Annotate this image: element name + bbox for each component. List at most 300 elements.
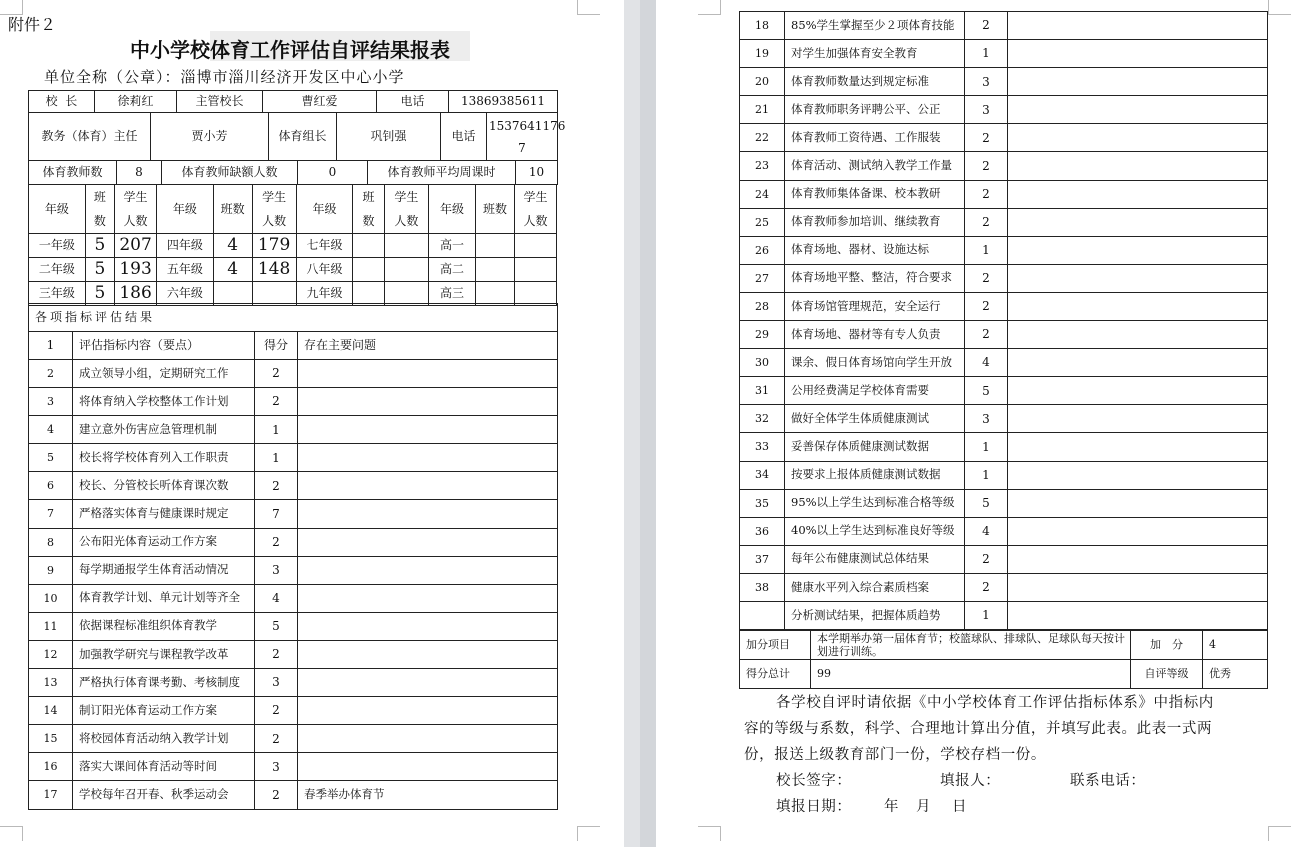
indicator-score: 5 bbox=[965, 489, 1008, 517]
indicator-number: 25 bbox=[740, 208, 785, 236]
indicator-score: 5 bbox=[255, 612, 298, 640]
indicator-content: 严格执行体育课考勤、考核制度 bbox=[73, 669, 255, 697]
indicator-number: 35 bbox=[740, 489, 785, 517]
students-header-bottom: 人数 bbox=[262, 214, 287, 228]
grade-name: 三年级 bbox=[29, 282, 86, 306]
indicator-issue bbox=[1008, 124, 1268, 152]
grade-name: 高三 bbox=[428, 282, 475, 306]
students-header-bottom: 人数 bbox=[123, 214, 148, 228]
indicator-row bbox=[740, 292, 1268, 320]
class-count bbox=[353, 258, 384, 282]
indicator-issue bbox=[298, 388, 558, 416]
class-count-col-header bbox=[353, 185, 384, 234]
indicator-number: 22 bbox=[740, 124, 785, 152]
class-count bbox=[476, 234, 515, 258]
indicator-number: 8 bbox=[29, 528, 73, 556]
crop-mark bbox=[698, 0, 721, 15]
indicator-number: 13 bbox=[29, 669, 73, 697]
class-count: 5 bbox=[85, 258, 114, 282]
bonus-add-value: 4 bbox=[1203, 631, 1268, 660]
indicator-content: 体育教师参加培训、继续教育 bbox=[785, 208, 965, 236]
student-count: 186 bbox=[115, 282, 157, 306]
indicator-content: 依据课程标准组织体育教学 bbox=[73, 612, 255, 640]
indicator-score: 3 bbox=[255, 669, 298, 697]
indicator-row bbox=[29, 472, 558, 500]
indicator-content: 做好全体学生体质健康测试 bbox=[785, 405, 965, 433]
indicator-content: 将体育纳入学校整体工作计划 bbox=[73, 388, 255, 416]
indicator-number: 3 bbox=[29, 388, 73, 416]
indicator-content: 健康水平列入综合素质档案 bbox=[785, 573, 965, 601]
teacher-count: 8 bbox=[117, 161, 162, 185]
indicator-issue bbox=[1008, 236, 1268, 264]
indicator-number: 12 bbox=[29, 640, 73, 668]
issues-header: 存在主要问题 bbox=[298, 332, 558, 360]
indicator-number: 6 bbox=[29, 472, 73, 500]
indicator-number: 4 bbox=[29, 416, 73, 444]
indicator-number: 26 bbox=[740, 236, 785, 264]
indicator-number: 30 bbox=[740, 349, 785, 377]
class-count bbox=[476, 282, 515, 306]
director-label: 教务（体育）主任 bbox=[29, 113, 151, 161]
indicator-content: 校长、分管校长听体育课次数 bbox=[73, 472, 255, 500]
grade-header-row bbox=[29, 185, 557, 234]
indicator-row bbox=[740, 545, 1268, 573]
indicator-rows-page1 bbox=[29, 360, 558, 810]
indicator-number: 33 bbox=[740, 433, 785, 461]
indicator-number: 19 bbox=[740, 40, 785, 68]
student-count-col-header bbox=[252, 185, 296, 234]
indicator-number: 14 bbox=[29, 697, 73, 725]
title-highlight bbox=[210, 31, 470, 61]
students-header-top: 学生 bbox=[394, 190, 419, 204]
indicator-issue bbox=[298, 612, 558, 640]
phone2-line1: 1537641176 bbox=[489, 118, 566, 133]
indicator-content: 落实大课间体育活动等时间 bbox=[73, 753, 255, 781]
fill-date-day: 日 bbox=[952, 799, 968, 815]
indicator-row bbox=[29, 444, 558, 472]
indicator-issue bbox=[1008, 152, 1268, 180]
indicator-score: 2 bbox=[965, 152, 1008, 180]
indicator-number: 23 bbox=[740, 152, 785, 180]
attachment-label: 附件２ bbox=[8, 15, 57, 34]
class-header-bottom: 数 bbox=[362, 214, 375, 228]
indicator-score: 3 bbox=[255, 753, 298, 781]
total-row bbox=[740, 660, 1268, 689]
indicator-content: 95%以上学生达到标准合格等级 bbox=[785, 489, 965, 517]
indicator-content: 体育活动、测试纳入教学工作量 bbox=[785, 152, 965, 180]
indicator-number: 9 bbox=[29, 556, 73, 584]
student-count: 207 bbox=[115, 234, 157, 258]
indicator-score: 4 bbox=[255, 584, 298, 612]
indicator-score: 2 bbox=[965, 180, 1008, 208]
indicator-score: 2 bbox=[255, 388, 298, 416]
teacher-stats-table bbox=[28, 160, 558, 185]
indicator-content: 体育教师工资待遇、工作服装 bbox=[785, 124, 965, 152]
indicator-number: 7 bbox=[29, 500, 73, 528]
bonus-total-table bbox=[739, 630, 1268, 689]
indicator-score: 1 bbox=[255, 416, 298, 444]
grade-col-header: 年级 bbox=[29, 185, 86, 234]
unit-label: 单位全称（公章）： bbox=[44, 68, 181, 86]
indicator-row bbox=[29, 753, 558, 781]
phone2-number bbox=[487, 113, 566, 161]
student-count: 179 bbox=[252, 234, 296, 258]
indicator-row bbox=[740, 180, 1268, 208]
crop-mark bbox=[577, 0, 600, 15]
indicator-number: 5 bbox=[29, 444, 73, 472]
note-line-3: 份，报送上级教育部门一份，学校存档一份。 bbox=[744, 747, 1046, 763]
indicator-row bbox=[29, 640, 558, 668]
indicator-number: 21 bbox=[740, 96, 785, 124]
indicator-row bbox=[740, 601, 1268, 629]
grade-row bbox=[29, 258, 557, 282]
student-count bbox=[514, 258, 556, 282]
indicator-issue bbox=[1008, 12, 1268, 40]
indicator-issue bbox=[1008, 321, 1268, 349]
indicator-issue bbox=[1008, 264, 1268, 292]
indicator-row bbox=[29, 556, 558, 584]
grade-name: 二年级 bbox=[29, 258, 86, 282]
indicator-content: 妥善保存体质健康测试数据 bbox=[785, 433, 965, 461]
indicator-number: 27 bbox=[740, 264, 785, 292]
grade-name: 高二 bbox=[428, 258, 475, 282]
grade-col-header: 年级 bbox=[296, 185, 353, 234]
indicator-content: 按要求上报体质健康测试数据 bbox=[785, 461, 965, 489]
indicator-issue bbox=[298, 669, 558, 697]
indicator-content: 体育场馆管理规范，安全运行 bbox=[785, 292, 965, 320]
class-count bbox=[353, 282, 384, 306]
document-title bbox=[130, 34, 450, 63]
class-count: 5 bbox=[85, 234, 114, 258]
indicator-number: 10 bbox=[29, 584, 73, 612]
indicator-issue bbox=[1008, 517, 1268, 545]
indicator-issue bbox=[1008, 601, 1268, 629]
indicator-row bbox=[740, 321, 1268, 349]
indicator-score: 1 bbox=[255, 444, 298, 472]
indicator-issue bbox=[1008, 40, 1268, 68]
crop-mark bbox=[1268, 0, 1291, 15]
indicator-row bbox=[740, 12, 1268, 40]
indicator-header-row bbox=[29, 332, 558, 360]
teacher-avg-hours-label: 体育教师平均周课时 bbox=[368, 161, 516, 185]
staff-info-table bbox=[28, 90, 558, 113]
class-header-top: 班 bbox=[362, 190, 375, 204]
grade-name: 七年级 bbox=[296, 234, 353, 258]
indicator-score: 2 bbox=[965, 124, 1008, 152]
results-section-label: 各项指标评估结果 bbox=[29, 304, 558, 332]
indicator-score: 5 bbox=[965, 377, 1008, 405]
class-header-top: 班 bbox=[93, 190, 106, 204]
phone-number: 13869385611 bbox=[449, 91, 558, 113]
indicator-score: 1 bbox=[965, 433, 1008, 461]
student-count bbox=[384, 282, 428, 306]
indicator-content-header: 评估指标内容（要点） bbox=[73, 332, 255, 360]
indicator-number: 28 bbox=[740, 292, 785, 320]
indicator-row bbox=[29, 725, 558, 753]
grade-name: 六年级 bbox=[157, 282, 214, 306]
student-count bbox=[514, 282, 556, 306]
student-count bbox=[384, 258, 428, 282]
indicator-row bbox=[29, 528, 558, 556]
indicator-issue: 春季举办体育节 bbox=[298, 781, 558, 809]
indicator-content: 体育场地、器材、设施达标 bbox=[785, 236, 965, 264]
indicator-score: 1 bbox=[965, 601, 1008, 629]
unit-line bbox=[44, 66, 405, 87]
indicator-score: 2 bbox=[255, 697, 298, 725]
indicator-row bbox=[740, 40, 1268, 68]
crop-mark bbox=[698, 826, 721, 841]
class-count bbox=[353, 234, 384, 258]
indicator-score: 2 bbox=[965, 292, 1008, 320]
indicator-row bbox=[740, 349, 1268, 377]
indicator-row bbox=[740, 461, 1268, 489]
indicator-row bbox=[29, 388, 558, 416]
total-value: 99 bbox=[811, 660, 1131, 689]
note-line-2: 容的等级与系数，科学、合理地计算出分值，并填写此表。此表一式两 bbox=[744, 721, 1213, 737]
indicator-score: 2 bbox=[255, 781, 298, 809]
indicator-score: 1 bbox=[965, 461, 1008, 489]
indicator-row bbox=[29, 500, 558, 528]
students-header-top: 学生 bbox=[523, 190, 548, 204]
grade-name: 九年级 bbox=[296, 282, 353, 306]
phone-label: 电话 bbox=[377, 91, 449, 113]
fill-date-year: 年 bbox=[884, 799, 900, 815]
contact-phone-label: 联系电话： bbox=[1070, 773, 1146, 789]
indicator-row bbox=[740, 405, 1268, 433]
indicator-content: 体育场地平整、整洁，符合要求 bbox=[785, 264, 965, 292]
indicator-content: 将校园体育活动纳入教学计划 bbox=[73, 725, 255, 753]
indicator-score: 4 bbox=[965, 517, 1008, 545]
indicator-row bbox=[740, 433, 1268, 461]
indicator-content: 公用经费满足学校体育需要 bbox=[785, 377, 965, 405]
indicator-issue bbox=[298, 500, 558, 528]
grade-name: 高一 bbox=[428, 234, 475, 258]
indicator-row bbox=[29, 697, 558, 725]
self-grade-label: 自评等级 bbox=[1131, 660, 1203, 689]
student-count-col-header bbox=[384, 185, 428, 234]
crop-mark bbox=[577, 826, 600, 841]
indicator-content: 体育场地、器材等有专人负责 bbox=[785, 321, 965, 349]
indicator-row bbox=[740, 236, 1268, 264]
indicator-content: 严格落实体育与健康课时规定 bbox=[73, 500, 255, 528]
indicator-score: 1 bbox=[965, 236, 1008, 264]
indicator-score: 3 bbox=[965, 68, 1008, 96]
indicator-content: 对学生加强体育安全教育 bbox=[785, 40, 965, 68]
indicator-content: 学校每年召开春、秋季运动会 bbox=[73, 781, 255, 809]
indicator-issue bbox=[1008, 405, 1268, 433]
indicator-issue bbox=[1008, 349, 1268, 377]
indicator-number: 11 bbox=[29, 612, 73, 640]
indicator-content: 体育教学计划、单元计划等齐全 bbox=[73, 584, 255, 612]
indicator-issue bbox=[298, 725, 558, 753]
grade-enrollment-table bbox=[28, 184, 557, 306]
indicator-issue bbox=[1008, 461, 1268, 489]
crop-mark bbox=[1268, 826, 1291, 841]
indicator-row bbox=[29, 781, 558, 809]
indicator-row bbox=[740, 377, 1268, 405]
indicator-score: 3 bbox=[965, 405, 1008, 433]
indicator-score: 2 bbox=[255, 472, 298, 500]
indicator-score: 7 bbox=[255, 500, 298, 528]
indicator-issue bbox=[1008, 433, 1268, 461]
indicator-number: 34 bbox=[740, 461, 785, 489]
director-info-table bbox=[28, 112, 566, 161]
phone2-label: 电话 bbox=[441, 113, 487, 161]
indicator-number: 32 bbox=[740, 405, 785, 433]
indicator-issue bbox=[298, 444, 558, 472]
grade-rows bbox=[29, 234, 557, 306]
indicator-score: 2 bbox=[965, 573, 1008, 601]
indicator-row bbox=[740, 152, 1268, 180]
indicator-row bbox=[29, 416, 558, 444]
indicator-issue bbox=[298, 416, 558, 444]
indicator-score: 2 bbox=[255, 725, 298, 753]
grade-name: 八年级 bbox=[296, 258, 353, 282]
indicator-content: 每学期通报学生体育活动情况 bbox=[73, 556, 255, 584]
teacher-count-label: 体育教师数 bbox=[29, 161, 117, 185]
indicator-number: 18 bbox=[740, 12, 785, 40]
class-count bbox=[476, 258, 515, 282]
bonus-description: 本学期举办第一届体育节；校篮球队、排球队、足球队每天按计划进行训练。 bbox=[811, 631, 1131, 660]
indicator-row bbox=[740, 573, 1268, 601]
class-count bbox=[213, 282, 252, 306]
unit-name: 淄博市淄川经济开发区中心小学 bbox=[180, 68, 405, 86]
indicator-row bbox=[29, 360, 558, 388]
indicator-issue bbox=[298, 360, 558, 388]
bonus-row bbox=[740, 631, 1268, 660]
indicator-issue bbox=[298, 753, 558, 781]
indicator-number: 1 bbox=[29, 332, 73, 360]
indicator-score: 1 bbox=[965, 40, 1008, 68]
indicator-issue bbox=[298, 697, 558, 725]
students-header-top: 学生 bbox=[262, 190, 287, 204]
class-count: 4 bbox=[213, 234, 252, 258]
indicator-number: 20 bbox=[740, 68, 785, 96]
grade-row bbox=[29, 282, 557, 306]
indicator-number: 16 bbox=[29, 753, 73, 781]
indicator-row bbox=[740, 517, 1268, 545]
students-header-bottom: 人数 bbox=[394, 214, 419, 228]
teacher-avg-hours: 10 bbox=[516, 161, 558, 185]
indicator-score: 2 bbox=[965, 264, 1008, 292]
class-count: 5 bbox=[85, 282, 114, 306]
indicators-table-page1 bbox=[28, 303, 558, 810]
indicator-issue bbox=[1008, 377, 1268, 405]
document-title-text: 中小学校体育工作评估自评结果报表 bbox=[130, 38, 450, 62]
student-count-col-header bbox=[115, 185, 157, 234]
class-header-bottom: 数 bbox=[93, 214, 106, 228]
indicator-row bbox=[740, 68, 1268, 96]
vice-principal-label: 主管校长 bbox=[177, 91, 263, 113]
indicator-row bbox=[740, 124, 1268, 152]
indicator-issue bbox=[298, 528, 558, 556]
indicator-issue bbox=[1008, 208, 1268, 236]
page-gutter-shadow bbox=[640, 0, 656, 847]
indicator-row bbox=[29, 584, 558, 612]
indicator-number: 15 bbox=[29, 725, 73, 753]
indicator-number: 37 bbox=[740, 545, 785, 573]
page-gutter bbox=[624, 0, 656, 847]
bonus-add-label: 加 分 bbox=[1131, 631, 1203, 660]
indicator-issue bbox=[298, 584, 558, 612]
grade-name: 五年级 bbox=[157, 258, 214, 282]
vice-principal-name: 曹红爱 bbox=[263, 91, 377, 113]
indicator-score: 3 bbox=[255, 556, 298, 584]
indicator-issue bbox=[298, 640, 558, 668]
indicator-number: 24 bbox=[740, 180, 785, 208]
filler-label: 填报人： bbox=[940, 773, 1001, 789]
student-count bbox=[384, 234, 428, 258]
indicator-row bbox=[740, 264, 1268, 292]
class-count-col-header bbox=[85, 185, 114, 234]
indicator-score: 2 bbox=[255, 360, 298, 388]
indicator-row bbox=[740, 96, 1268, 124]
indicator-row bbox=[29, 612, 558, 640]
fill-date-month: 月 bbox=[916, 799, 932, 815]
indicator-number bbox=[740, 601, 785, 629]
indicator-rows-page2 bbox=[740, 12, 1268, 630]
indicator-content: 85%学生掌握至少２项体育技能 bbox=[785, 12, 965, 40]
indicator-content: 校长将学校体育列入工作职责 bbox=[73, 444, 255, 472]
class-count-col-header: 班数 bbox=[213, 185, 252, 234]
indicators-table-page2 bbox=[739, 11, 1268, 630]
student-count: 148 bbox=[252, 258, 296, 282]
grade-col-header: 年级 bbox=[428, 185, 475, 234]
indicator-row bbox=[740, 489, 1268, 517]
indicator-content: 制订阳光体育运动工作方案 bbox=[73, 697, 255, 725]
grade-name: 一年级 bbox=[29, 234, 86, 258]
indicator-score: 2 bbox=[965, 321, 1008, 349]
indicator-row bbox=[740, 208, 1268, 236]
indicator-content: 公布阳光体育运动工作方案 bbox=[73, 528, 255, 556]
indicator-issue bbox=[1008, 96, 1268, 124]
indicator-score: 2 bbox=[965, 208, 1008, 236]
indicator-score: 2 bbox=[255, 528, 298, 556]
indicator-issue bbox=[1008, 545, 1268, 573]
indicator-row bbox=[29, 669, 558, 697]
indicator-issue bbox=[298, 556, 558, 584]
indicator-content: 课余、假日体育场馆向学生开放 bbox=[785, 349, 965, 377]
indicator-number: 29 bbox=[740, 321, 785, 349]
indicator-content: 体育教师集体备课、校本教研 bbox=[785, 180, 965, 208]
grade-name: 四年级 bbox=[157, 234, 214, 258]
teacher-shortage: 0 bbox=[298, 161, 368, 185]
students-header-bottom: 人数 bbox=[523, 214, 548, 228]
indicator-content: 每年公布健康测试总体结果 bbox=[785, 545, 965, 573]
principal-label: 校 长 bbox=[29, 91, 95, 113]
indicator-issue bbox=[1008, 489, 1268, 517]
principal-signature-label: 校长签字： bbox=[776, 773, 852, 789]
indicator-issue bbox=[298, 472, 558, 500]
bonus-label: 加分项目 bbox=[740, 631, 811, 660]
indicator-issue bbox=[1008, 292, 1268, 320]
indicator-score: 2 bbox=[965, 545, 1008, 573]
pe-leader-label: 体育组长 bbox=[269, 113, 337, 161]
teacher-shortage-label: 体育教师缺额人数 bbox=[162, 161, 298, 185]
indicator-number: 2 bbox=[29, 360, 73, 388]
indicator-content: 40%以上学生达到标准良好等级 bbox=[785, 517, 965, 545]
principal-name: 徐莉红 bbox=[95, 91, 177, 113]
student-count: 193 bbox=[115, 258, 157, 282]
total-label: 得分总计 bbox=[740, 660, 811, 689]
pe-leader-name: 巩钊强 bbox=[337, 113, 441, 161]
class-count: 4 bbox=[213, 258, 252, 282]
class-count-col-header: 班数 bbox=[476, 185, 515, 234]
fill-date-label: 填报日期： bbox=[776, 799, 852, 815]
indicator-issue bbox=[1008, 573, 1268, 601]
crop-mark bbox=[0, 826, 23, 841]
director-name: 贾小芳 bbox=[151, 113, 269, 161]
